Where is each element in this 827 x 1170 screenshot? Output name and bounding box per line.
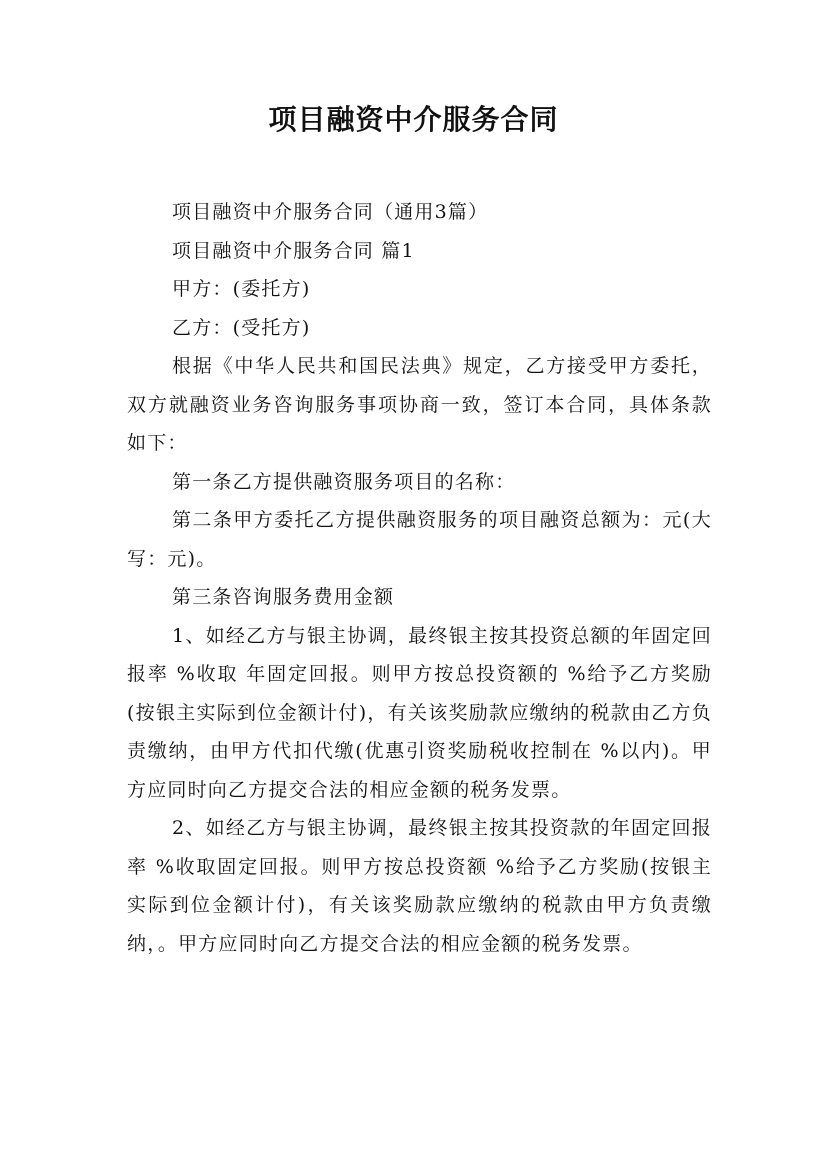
paragraph-article-2: 第二条甲方委托乙方提供融资服务的项目融资总额为：元(大写：元)。 (127, 509, 712, 570)
paragraph-subtitle: 项目融资中介服务合同（通用3篇） (172, 201, 489, 223)
paragraph-party-a: 甲方：(委托方) (172, 278, 311, 300)
paragraph-section-heading: 项目融资中介服务合同 篇1 (172, 239, 415, 262)
paragraph-article-1: 第一条乙方提供融资服务项目的名称： (172, 470, 516, 493)
paragraph-party-b: 乙方：(受托方) (172, 316, 311, 339)
document-body (127, 193, 712, 963)
paragraph-preamble: 根据《中华人民共和国民法典》规定，乙方接受甲方委托，双方就融资业务咨询服务事项协商一致，签订本合同，具体条款如下： (127, 355, 712, 454)
paragraph-clause-1: 1、如经乙方与银主协调，最终银主按其投资总额的年固定回报率 %收取 年固定回报。则甲方按总投资额的 %给予乙方奖励(按银主实际到位金额计付)，有关该奖励款应缴纳的税款由乙方负责缴纳，由甲方代扣代缴(优惠引资奖励税收控制在 %以内)。甲方应同时向乙方提交合法的相应金额的税务发票。 (127, 624, 712, 801)
document-title: 项目融资中介服务合同 (268, 103, 559, 136)
paragraph-article-3: 第三条咨询服务费用金额 (172, 586, 395, 608)
paragraph-clause-2: 2、如经乙方与银主协调，最终银主按其投资款的年固定回报率 %收取固定回报。则甲方按总投资额 %给予乙方奖励(按银主实际到位金额计付)，有关该奖励款应缴纳的税款由甲方负责缴纳，。甲方应同时向乙方提交合法的相应金额的税务发票。 (127, 817, 712, 955)
